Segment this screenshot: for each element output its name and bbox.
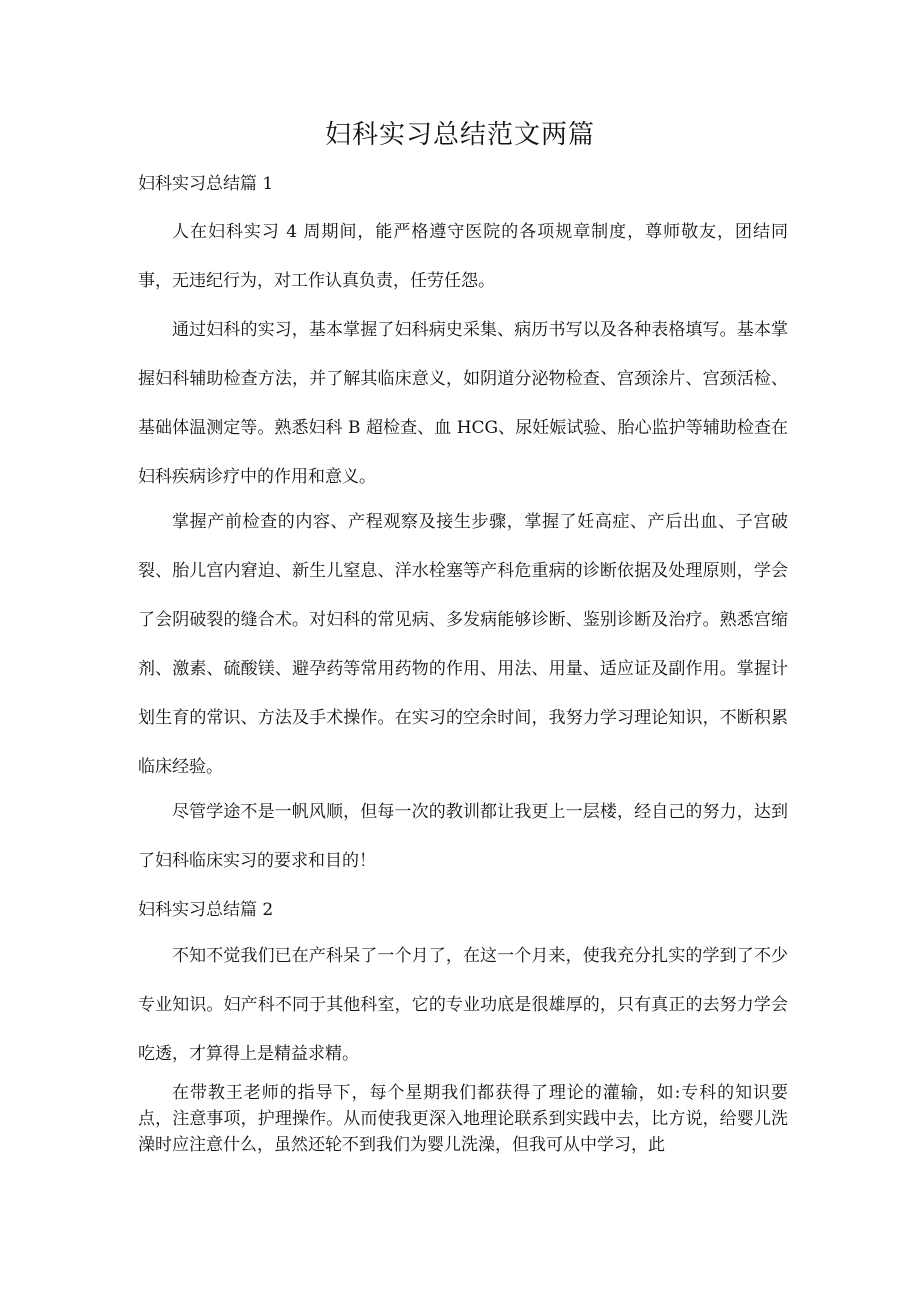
document-title: 妇科实习总结范文两篇 (324, 120, 595, 150)
section-1-paragraph-1: 人在妇科实习 4 周期间，能严格遵守医院的各项规章制度，尊师敬友，团结同事，无违纪行为，对工作认真负责，任劳任怨。 (138, 222, 788, 291)
section-1-paragraph-3: 掌握产前检查的内容、产程观察及接生步骤，掌握了妊高症、产后出血、子宫破裂、胎儿宫内窘迫、新生儿窒息、洋水栓塞等产科危重病的诊断依据及处理原则，学会了会阴破裂的缝合术。对妇科的常见病、多发病能够诊断、鉴别诊断及治疗。熟悉宫缩剂、激素、硫酸镁、避孕药等常用药物的作用、用法、用量、适应证及副作用。掌握计划生育的常识、方法及手术操作。在实习的空余时间，我努力学习理论知识，不断积累临床经验。 (138, 512, 788, 777)
section-1-paragraph-2: 通过妇科的实习，基本掌握了妇科病史采集、病历书写以及各种表格填写。基本掌握妇科辅助检查方法，并了解其临床意义，如阴道分泌物检查、宫颈涂片、宫颈活检、基础体温测定等。熟悉妇科 B 超检查、血 HCG、尿妊娠试验、胎心监护等辅助检查在妇科疾病诊疗中的作用和意义。 (138, 320, 788, 487)
section-1-paragraph-4: 尽管学途不是一帆风顺，但每一次的教训都让我更上一层楼，经自己的努力，达到了妇科临床实习的要求和目的！ (138, 802, 788, 871)
section-heading-1: 妇科实习总结篇 1 (138, 174, 274, 194)
section-2-paragraph-2: 在带教王老师的指导下，每个星期我们都获得了理论的灌输，如:专科的知识要点，注意事项，护理操作。从而使我更深入地理论联系到实践中去，比方说，给婴儿洗澡时应注意什么，虽然还轮不到我们为婴儿洗澡，但我可从中学习，此 (138, 1083, 788, 1155)
section-2-paragraph-1: 不知不觉我们已在产科呆了一个月了，在这一个月来，使我充分扎实的学到了不少专业知识。妇产科不同于其他科室，它的专业功底是很雄厚的，只有真正的去努力学会吃透，才算得上是精益求精。 (138, 946, 788, 1064)
section-heading-2: 妇科实习总结篇 2 (138, 900, 274, 920)
